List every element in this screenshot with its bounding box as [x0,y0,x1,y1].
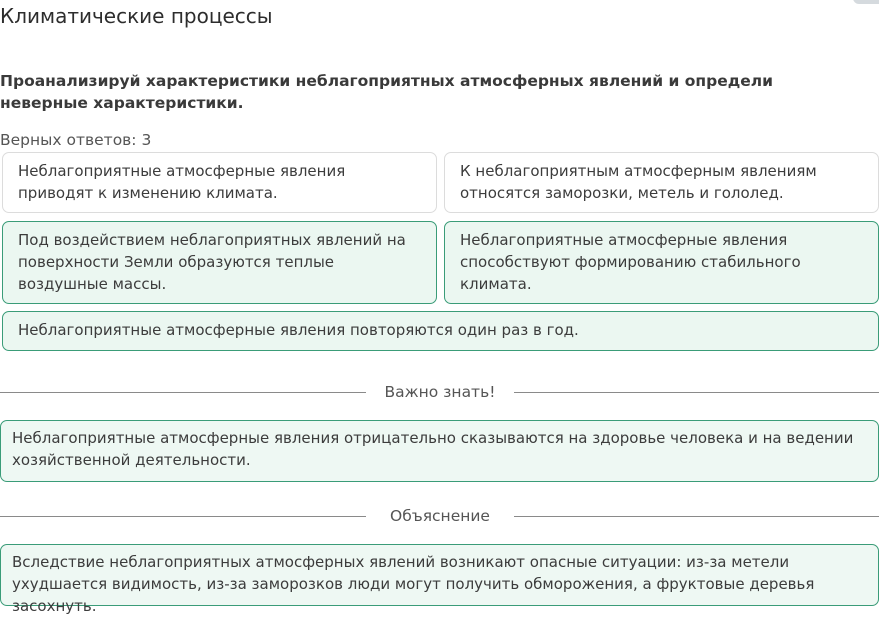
page-title: Климатические процессы [0,4,273,28]
important-box [0,420,879,482]
answer-option-5-text: Неблагоприятные атмосферные явления повторяются один раз в год. [18,321,579,339]
answer-option-2-text: К неблагоприятным атмосферным явлениям относятся заморозки, метель и гололед. [460,162,817,202]
answer-option-1-text: Неблагоприятные атмосферные явления приводят к изменению климата. [18,162,346,202]
answer-option-4-text: Неблагоприятные атмосферные явления способствуют формированию стабильного климата. [460,231,801,293]
question-text: Проанализируй характеристики неблагоприятных атмосферных явлений и определи неверные характеристики. [0,72,773,112]
corner-tab [853,0,879,4]
divider-line-right [514,516,879,517]
important-text: Неблагоприятные атмосферные явления отрицательно сказываются на здоровье человека и на ведении хозяйственной деятельности. [12,429,854,469]
divider-line-left [0,392,366,393]
divider-line-right [514,392,879,393]
explanation-divider [0,505,879,527]
important-divider [0,381,879,403]
explanation-text: Вследствие неблагоприятных атмосферных явлений возникают опасные ситуации: из-за метели ухудшается видимость, из-за заморозков люди могут получить обморожения, а фруктовые деревья засохнуть. [12,553,815,615]
answer-option-3[interactable] [2,221,437,304]
divider-line-left [0,516,366,517]
answer-option-1[interactable] [2,152,437,213]
answer-option-5[interactable] [2,311,879,351]
important-heading: Важно знать! [384,383,496,401]
answer-option-4[interactable] [444,221,879,304]
correct-answers-count: Верных ответов: 3 [0,131,152,149]
explanation-heading: Объяснение [390,507,490,525]
answer-option-2[interactable] [444,152,879,213]
answer-option-3-text: Под воздействием неблагоприятных явлений на поверхности Земли образуются теплые воздушные массы. [18,231,406,293]
explanation-box [0,544,879,615]
